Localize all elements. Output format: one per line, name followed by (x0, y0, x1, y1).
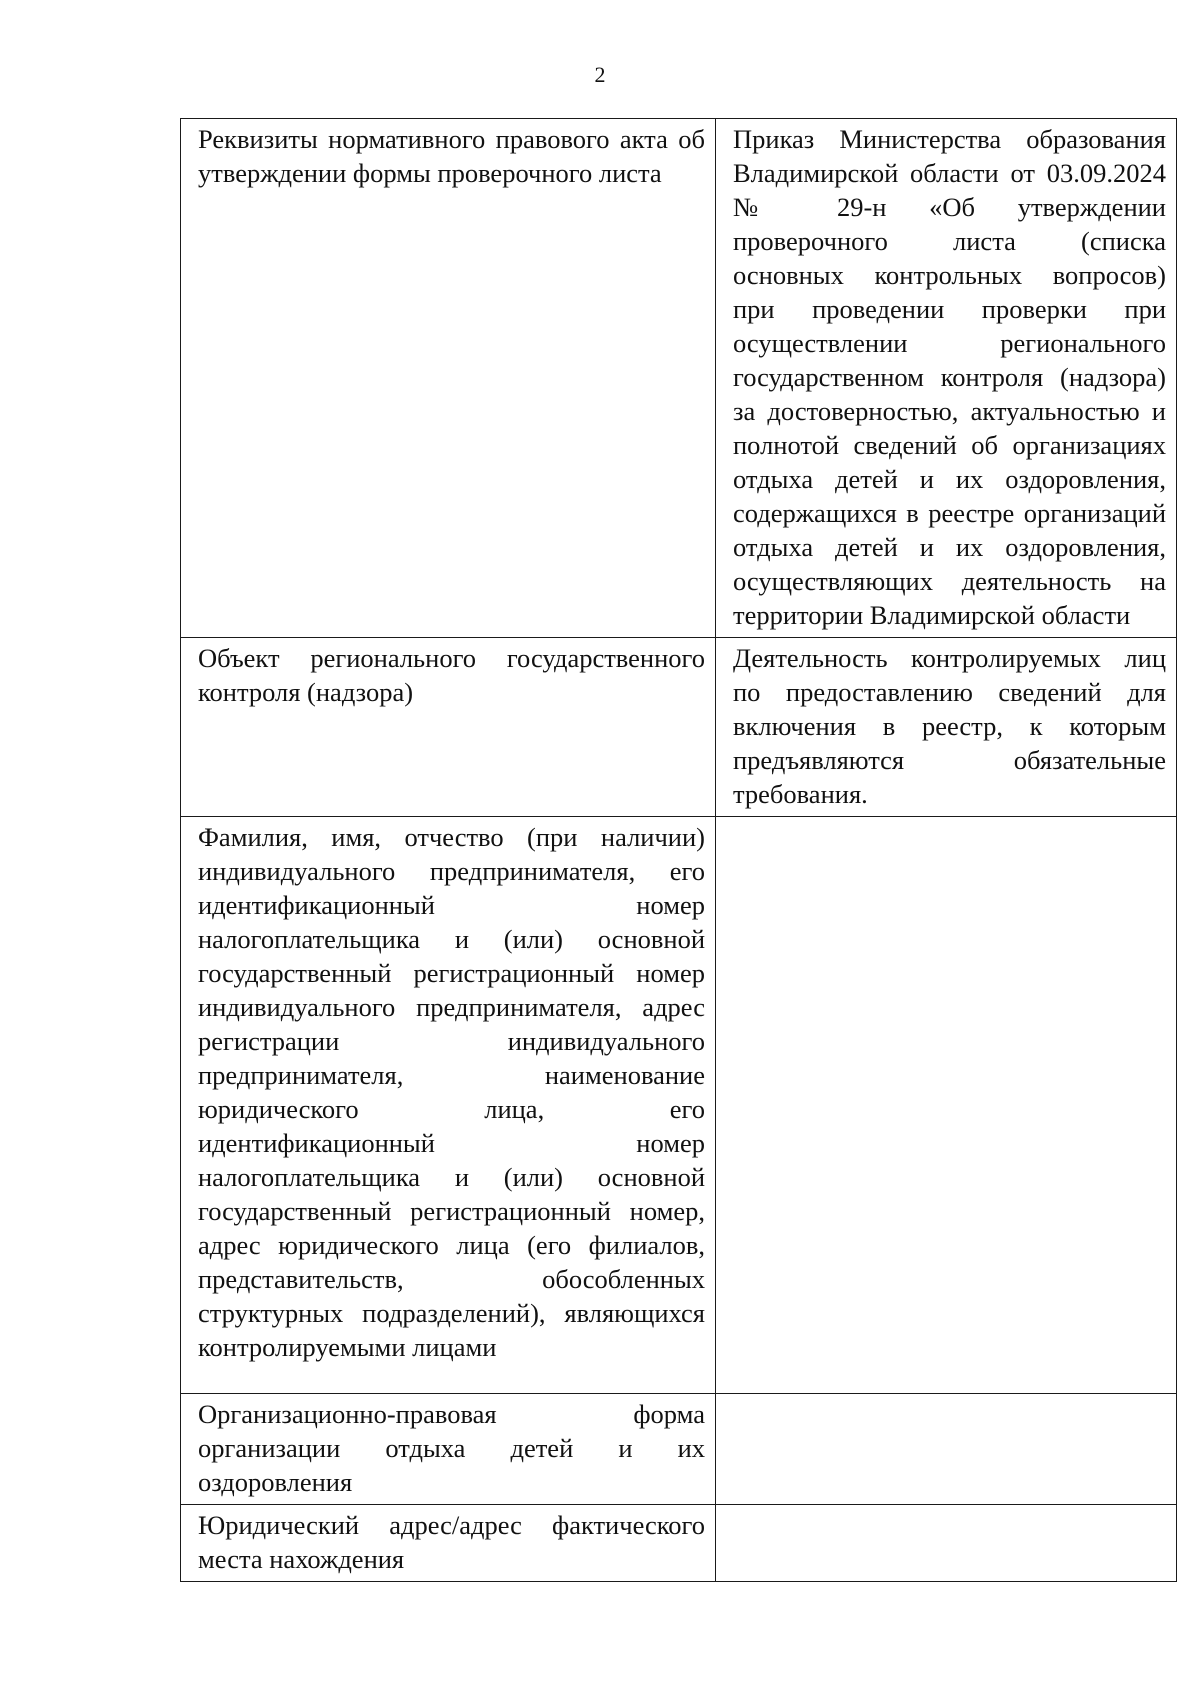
row-label-address: Юридический адрес/адрес фактического места нахождения (181, 1505, 716, 1582)
checklist-details-table (180, 118, 1177, 1582)
row-label-legal-act: Реквизиты нормативного правового акта об утверждении формы проверочного листа (181, 119, 716, 638)
table-row-legal-act (181, 119, 1177, 638)
row-value-legal-act: Приказ Министерства образования Владимирской области от 03.09.2024 № 29-н «Об утверждении проверочного листа (списка основных контрольных вопросов) при проведении проверки при осуществлении регионального государственном контроля (надзора) за достоверностью, актуальностью и полнотой сведений об организациях отдыха детей и их оздоровления, содержащихся в реестре организаций отдыха детей и их оздоровления, осуществляющих деятельность на территории Владимирской области (716, 119, 1177, 638)
row-label-legal-form: Организационно-правовая форма организации отдыха детей и их оздоровления (181, 1394, 716, 1505)
page-number: 2 (594, 62, 606, 87)
row-label-control-object: Объект регионального государственного контроля (надзора) (181, 638, 716, 817)
table-row-control-object (181, 638, 1177, 817)
table-row-legal-form (181, 1394, 1177, 1505)
row-value-address (716, 1505, 1177, 1582)
row-value-controlled-person (716, 817, 1177, 1394)
table-row-controlled-person (181, 817, 1177, 1394)
row-value-legal-form (716, 1394, 1177, 1505)
row-label-controlled-person: Фамилия, имя, отчество (при наличии) индивидуального предпринимателя, его идентификационный номер налогоплательщика и (или) основной государственный регистрационный номер индивидуального предпринимателя, адрес регистрации индивидуального предпринимателя, наименование юридического лица, его идентификационный номер налогоплательщика и (или) основной государственный регистрационный номер, адрес юридического лица (его филиалов, представительств, обособленных структурных подразделений), являющихся контролируемыми лицами (181, 817, 716, 1394)
row-value-control-object: Деятельность контролируемых лиц по предоставлению сведений для включения в реестр, к которым предъявляются обязательные требования. (716, 638, 1177, 817)
table-row-address (181, 1505, 1177, 1582)
